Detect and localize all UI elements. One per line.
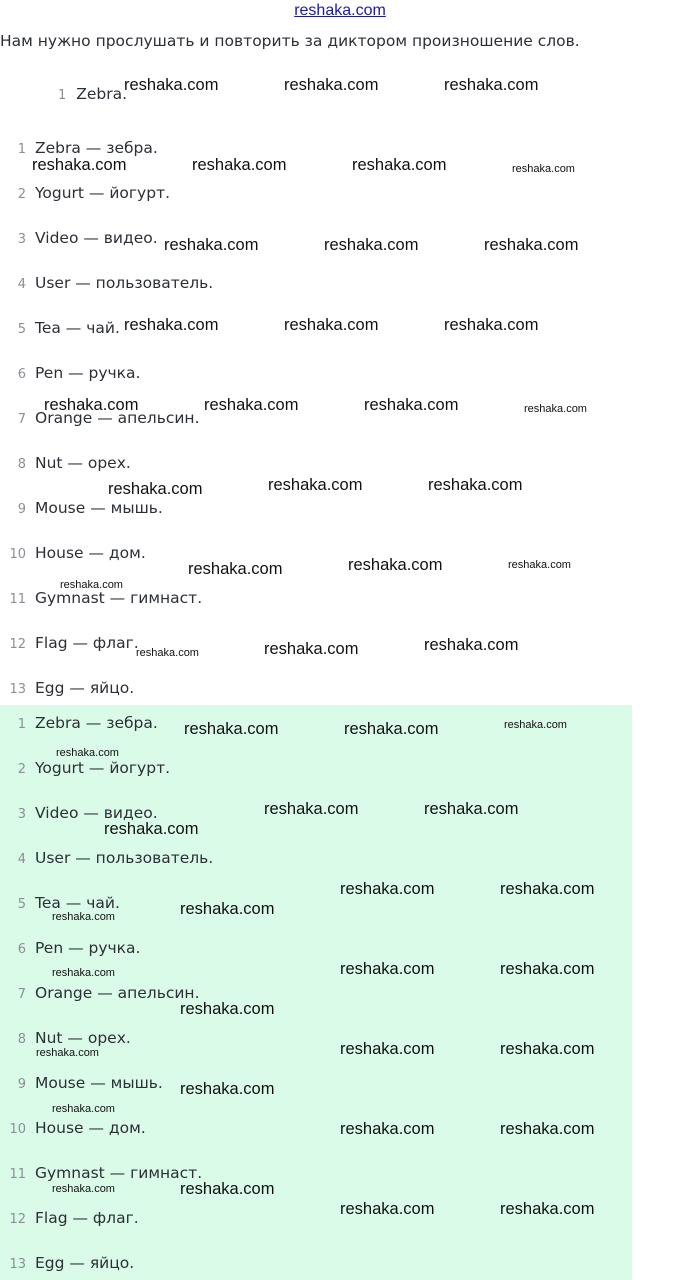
word-row [0,982,200,1004]
word-text: User — пользователь. [35,274,214,292]
word-number: 11 [9,1167,26,1182]
word-text: Pen — ручка. [35,939,141,957]
watermark: reshaka.com [32,156,127,174]
word-text: Egg — яйцо. [35,1254,135,1272]
watermark: reshaka.com [484,236,579,254]
word-number: 5 [17,322,26,337]
sample-word [58,84,127,106]
word-row [0,182,170,204]
watermark: reshaka.com [180,900,275,918]
word-row [0,227,158,249]
watermark: reshaka.com [52,967,115,979]
word-text: Video — видео. [35,229,158,247]
watermark: reshaka.com [340,1040,435,1058]
word-number: 12 [9,637,26,652]
sample-number: 1 [58,88,67,103]
watermark: reshaka.com [204,396,299,414]
watermark: reshaka.com [340,1200,435,1218]
watermark: reshaka.com [524,403,587,415]
watermark: reshaka.com [444,316,539,334]
word-row [0,712,158,734]
word-number: 2 [17,187,26,202]
word-row [0,677,134,699]
watermark: reshaka.com [324,236,419,254]
watermark: reshaka.com [344,720,439,738]
word-text: Tea — чай. [35,319,120,337]
word-row [0,847,213,869]
word-number: 1 [17,717,26,732]
word-number: 2 [17,762,26,777]
watermark: reshaka.com [108,480,203,498]
word-text: Video — видео. [35,804,158,822]
word-text: House — дом. [35,1119,146,1137]
watermark: reshaka.com [284,316,379,334]
word-text: Orange — апельсин. [35,409,200,427]
watermark: reshaka.com [340,960,435,978]
word-number: 10 [9,1122,26,1137]
watermark: reshaka.com [500,1200,595,1218]
word-number: 11 [9,592,26,607]
word-number: 13 [9,1257,26,1272]
word-text: Flag — флаг. [35,1209,139,1227]
word-number: 5 [17,897,26,912]
watermark: reshaka.com [364,396,459,414]
watermark: reshaka.com [188,560,283,578]
word-number: 4 [17,277,26,292]
watermark: reshaka.com [56,747,119,759]
watermark: reshaka.com [424,636,519,654]
word-number: 8 [17,457,26,472]
word-number: 3 [17,807,26,822]
word-number: 10 [9,547,26,562]
word-number: 12 [9,1212,26,1227]
word-text: Nut — орех. [35,1029,131,1047]
site-link[interactable]: reshaka.com [294,2,386,19]
watermark: reshaka.com [136,647,199,659]
watermark: reshaka.com [192,156,287,174]
word-row [0,362,140,384]
word-text: Mouse — мышь. [35,1074,163,1092]
word-number: 8 [17,1032,26,1047]
word-text: House — дом. [35,544,146,562]
watermark: reshaka.com [180,1180,275,1198]
watermark: reshaka.com [340,1120,435,1138]
word-text: Orange — апельсин. [35,984,200,1002]
word-number: 4 [17,852,26,867]
word-row [0,632,139,654]
word-row [0,452,131,474]
word-number: 1 [17,142,26,157]
word-row [0,1117,146,1139]
watermark: reshaka.com [284,76,379,94]
word-text: User — пользователь. [35,849,214,867]
word-text: Yogurt — йогурт. [35,759,171,777]
word-text: Tea — чай. [35,894,120,912]
watermark: reshaka.com [184,720,279,738]
word-text: Yogurt — йогурт. [35,184,171,202]
watermark: reshaka.com [44,396,139,414]
task-instruction: Нам нужно прослушать и повторить за диктором произношение слов. [0,32,580,50]
watermark: reshaka.com [264,640,359,658]
watermark: reshaka.com [428,476,523,494]
word-number: 9 [17,502,26,517]
watermark: reshaka.com [500,880,595,898]
word-number: 9 [17,1077,26,1092]
watermark: reshaka.com [424,800,519,818]
word-number: 7 [17,987,26,1002]
watermark: reshaka.com [60,579,123,591]
watermark: reshaka.com [52,1103,115,1115]
watermark: reshaka.com [340,880,435,898]
word-number: 3 [17,232,26,247]
word-text: Gymnast — гимнаст. [35,589,203,607]
watermark: reshaka.com [180,1000,275,1018]
word-text: Gymnast — гимнаст. [35,1164,203,1182]
word-row [0,1072,163,1094]
word-text: Mouse — мышь. [35,499,163,517]
watermark: reshaka.com [500,1120,595,1138]
word-number: 13 [9,682,26,697]
watermark: reshaka.com [164,236,259,254]
watermark: reshaka.com [36,1047,99,1059]
watermark: reshaka.com [444,76,539,94]
word-text: Nut — орех. [35,454,131,472]
watermark: reshaka.com [500,1040,595,1058]
watermark: reshaka.com [124,316,219,334]
watermark: reshaka.com [352,156,447,174]
word-row [0,1252,134,1274]
watermark: reshaka.com [104,820,199,838]
word-text: Zebra — зебра. [35,714,158,732]
word-row [0,542,146,564]
watermark: reshaka.com [52,1183,115,1195]
watermark: reshaka.com [504,719,567,731]
word-number: 6 [17,942,26,957]
watermark: reshaka.com [508,559,571,571]
watermark: reshaka.com [268,476,363,494]
watermark: reshaka.com [348,556,443,574]
watermark: reshaka.com [124,76,219,94]
word-row [0,1207,139,1229]
word-number: 6 [17,367,26,382]
word-row [0,317,120,339]
word-row [0,497,163,519]
word-text: Zebra — зебра. [35,139,158,157]
word-row [0,272,213,294]
word-row [0,937,140,959]
watermark: reshaka.com [500,960,595,978]
word-text: Flag — флаг. [35,634,139,652]
watermark: reshaka.com [52,911,115,923]
watermark: reshaka.com [512,163,575,175]
word-text: Pen — ручка. [35,364,141,382]
watermark: reshaka.com [180,1080,275,1098]
word-number: 7 [17,412,26,427]
watermark: reshaka.com [264,800,359,818]
word-text: Egg — яйцо. [35,679,135,697]
sample-text: Zebra. [76,85,128,103]
